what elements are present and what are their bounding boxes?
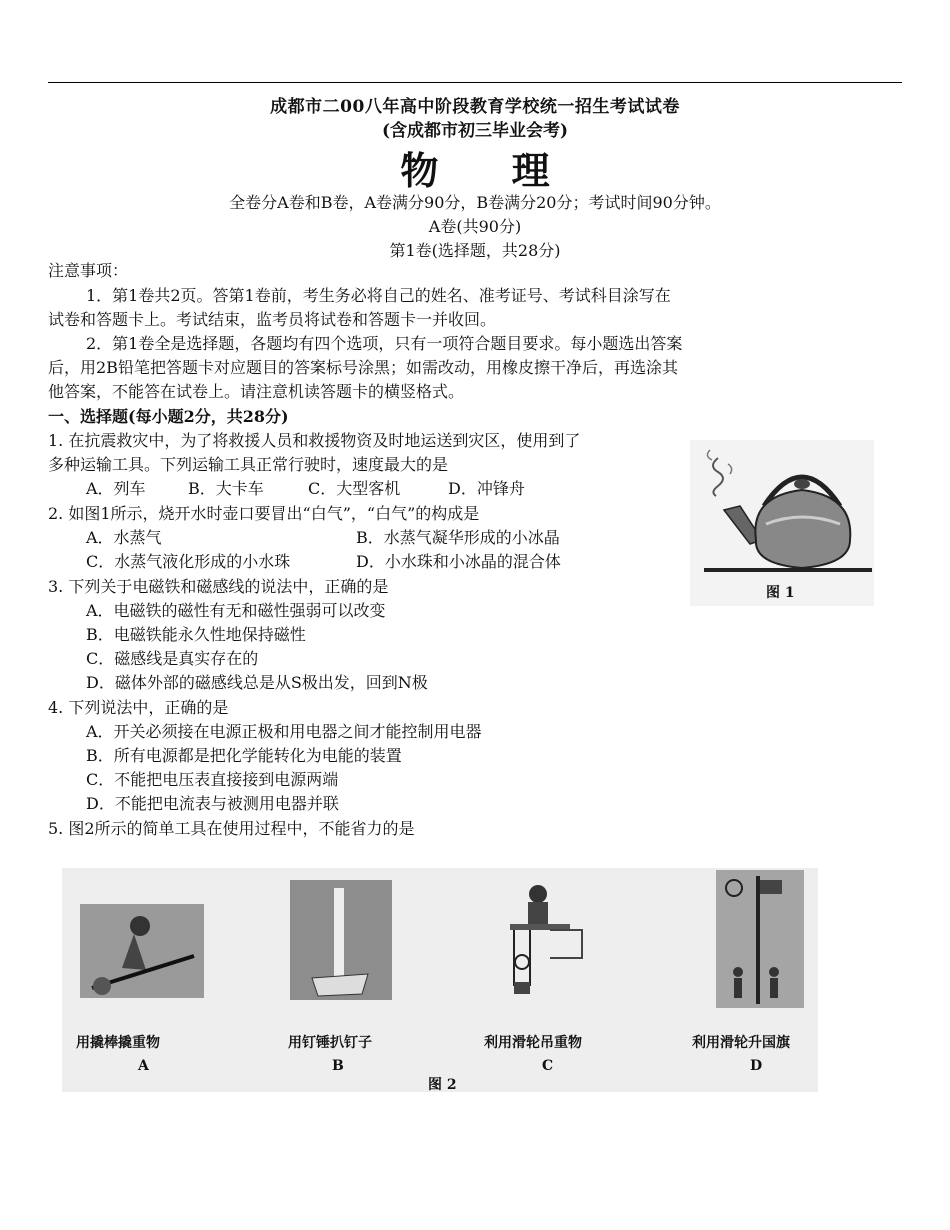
section-a-heading: A卷(共90分) [428, 217, 522, 236]
q2-option-a: A．水蒸气 [86, 528, 162, 547]
q1-option-b: B．大卡车 [188, 479, 264, 498]
q3-stem: 3. 下列关于电磁铁和磁感线的说法中，正确的是 [48, 577, 389, 596]
section1-heading: 一、选择题(每小题2分，共28分) [48, 407, 289, 426]
figure-2-letter-d: D [750, 1058, 763, 1074]
figure-2-caption-b: 用钉锤扒钉子 [288, 1035, 372, 1051]
q4-option-d: D．不能把电流表与被测用电器并联 [86, 794, 339, 813]
figure-2-caption-a: 用撬棒撬重物 [76, 1035, 160, 1051]
q1-option-c: C．大型客机 [308, 479, 401, 498]
q1-stem-line2: 多种运输工具。下列运输工具正常行驶时，速度最大的是 [48, 455, 449, 474]
figure-2-label: 图 2 [428, 1077, 457, 1093]
q3-option-b: B．电磁铁能永久性地保持磁性 [86, 625, 306, 644]
q5-stem: 5. 图2所示的简单工具在使用过程中，不能省力的是 [48, 819, 415, 838]
figure-2-letter-c: C [542, 1058, 554, 1074]
q3-option-c: C．磁感线是真实存在的 [86, 649, 259, 668]
note2-line1: 2．第1卷全是选择题，各题均有四个选项，只有一项符合题目要求。每小题选出答案 [86, 334, 683, 353]
exam-subtitle: (含成都市初三毕业会考) [381, 121, 569, 141]
figure-1-label: 图 1 [766, 585, 795, 601]
subject-title: 物 理 [400, 148, 550, 193]
q2-option-b: B．水蒸气凝华形成的小冰晶 [356, 528, 560, 547]
figure-1-kettle [690, 440, 874, 606]
figure-2-letter-a: A [138, 1058, 149, 1074]
figure-2-tools [62, 868, 818, 1092]
note1-line2: 试卷和答题卡上。考试结束，监考员将试卷和答题卡一并收回。 [48, 310, 497, 329]
q4-option-b: B．所有电源都是把化学能转化为电能的装置 [86, 746, 402, 765]
figure-2-caption-d: 利用滑轮升国旗 [692, 1035, 790, 1051]
figure-2-letter-b: B [332, 1058, 344, 1074]
exam-title: 成都市二00八年高中阶段教育学校统一招生考试试卷 [270, 97, 680, 117]
q4-option-c: C．不能把电压表直接接到电源两端 [86, 770, 339, 789]
note1-line1: 1．第1卷共2页。答第1卷前，考生务必将自己的姓名、准考证号、考试科目涂写在 [86, 286, 671, 305]
q4-stem: 4. 下列说法中，正确的是 [48, 698, 229, 717]
figure-2-caption-c: 利用滑轮吊重物 [484, 1035, 582, 1051]
q2-option-c: C．水蒸气液化形成的小水珠 [86, 552, 291, 571]
top-rule [48, 82, 902, 83]
q2-stem: 2. 如图1所示，烧开水时壶口要冒出“白气”，“白气”的构成是 [48, 504, 480, 523]
q1-option-a: A．列车 [86, 479, 146, 498]
q2-option-d: D．小水珠和小冰晶的混合体 [356, 552, 561, 571]
part1-heading: 第1卷(选择题，共28分) [389, 241, 561, 260]
note2-line2: 后，用2B铅笔把答题卡对应题目的答案标号涂黑；如需改动，用橡皮擦干净后，再选涂其 [48, 358, 678, 377]
notes-heading: 注意事项： [48, 261, 129, 280]
q3-option-a: A．电磁铁的磁性有无和磁性强弱可以改变 [86, 601, 386, 620]
q3-option-d: D．磁体外部的磁感线总是从S极出发，回到N极 [86, 673, 428, 692]
note2-line3: 他答案，不能答在试卷上。请注意机读答题卡的横竖格式。 [48, 382, 465, 401]
figure-2-illustrations [62, 868, 818, 1092]
q1-stem-line1: 1. 在抗震救灾中，为了将救援人员和救援物资及时地运送到灾区，使用到了 [48, 431, 581, 450]
exam-info: 全卷分A卷和B卷，A卷满分90分，B卷满分20分；考试时间90分钟。 [229, 193, 721, 212]
q1-option-d: D．冲锋舟 [448, 479, 525, 498]
q4-option-a: A．开关必须接在电源正极和用电器之间才能控制用电器 [86, 722, 482, 741]
